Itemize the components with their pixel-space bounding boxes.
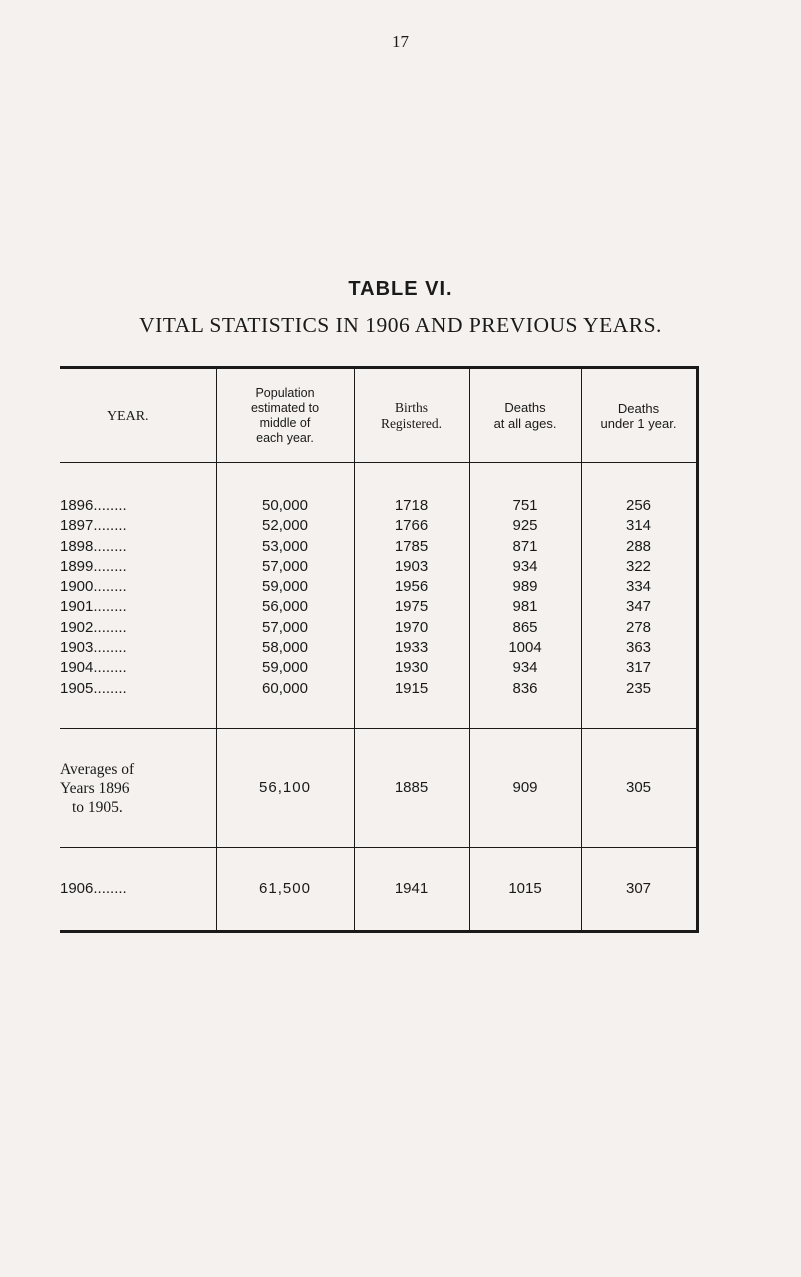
- population-cell: 50,000: [262, 497, 308, 514]
- deaths-all-cell: 981: [512, 598, 538, 616]
- population-cell: 52,000: [262, 517, 308, 535]
- deaths-infant-cell: 363: [625, 639, 652, 657]
- averages-births: 1885: [354, 729, 469, 848]
- population-cell: 57,000: [262, 618, 308, 636]
- header-row: [60, 368, 697, 463]
- header-deaths-infant-line: Deaths: [617, 400, 660, 416]
- header-year-label: YEAR.: [106, 408, 149, 424]
- births-cell: 1933: [394, 639, 429, 657]
- births-cell: 1930: [394, 659, 429, 677]
- births-cell: 1903: [394, 557, 429, 575]
- year-cell: 1899........: [60, 557, 127, 575]
- year-cell: 1903........: [60, 639, 127, 657]
- header-deaths-infant: [581, 368, 697, 463]
- births-cell: 1975: [394, 598, 429, 616]
- vital-statistics-table: [60, 366, 699, 933]
- births-cell: 1970: [394, 618, 429, 636]
- year-cell: 1904........: [60, 659, 127, 677]
- year-column: [60, 463, 216, 729]
- deaths-all-cell: 751: [512, 497, 538, 514]
- header-births-line: Registered.: [380, 415, 443, 431]
- deaths-infant-cell: 278: [625, 618, 652, 636]
- yearly-rows: [60, 463, 697, 729]
- deaths-infant-cell: 256: [625, 497, 652, 514]
- births-cell: 1915: [394, 679, 429, 697]
- header-deaths-all-line: Deaths: [504, 399, 546, 415]
- deaths-infant-cell: 322: [625, 557, 652, 575]
- deaths-infant-cell: 288: [625, 537, 652, 555]
- deaths-all-cell: 836: [512, 679, 538, 697]
- year-cell: 1896........: [60, 497, 127, 514]
- population-cell: 56,000: [262, 598, 308, 616]
- deaths-all-cell: 989: [512, 578, 538, 596]
- deaths-infant-cell: 347: [625, 598, 652, 616]
- population-cell: 59,000: [262, 659, 308, 677]
- deaths-all-cell: 925: [512, 517, 538, 535]
- header-year: [60, 368, 216, 463]
- deaths-infant-column: [581, 463, 697, 729]
- deaths-all-cell: 1004: [508, 639, 542, 657]
- table-heading: TABLE VI.: [348, 278, 453, 300]
- current-year: 1906........: [60, 848, 216, 932]
- averages-deaths-all: 909: [469, 729, 581, 848]
- header-births: [354, 368, 469, 463]
- year-cell: 1901........: [60, 598, 127, 616]
- population-cell: 53,000: [262, 537, 308, 555]
- current-births: 1941: [354, 848, 469, 932]
- current-deaths-infant: 307: [581, 848, 697, 932]
- births-cell: 1766: [394, 517, 429, 535]
- averages-row: [60, 729, 697, 848]
- deaths-all-cell: 871: [512, 537, 538, 555]
- deaths-infant-cell: 317: [625, 659, 652, 677]
- year-cell: 1898........: [60, 537, 127, 555]
- header-population-line: estimated to: [250, 400, 320, 415]
- births-column: [354, 463, 469, 729]
- current-population: 61,500: [216, 848, 354, 932]
- population-cell: 59,000: [262, 578, 308, 596]
- header-population-line: middle of: [259, 415, 311, 430]
- averages-label-line: Averages of: [60, 760, 135, 778]
- deaths-infant-cell: 314: [625, 517, 652, 535]
- population-cell: 57,000: [262, 557, 308, 575]
- header-population: [216, 368, 354, 463]
- deaths-infant-cell: 334: [625, 578, 652, 596]
- averages-population: 56,100: [216, 729, 354, 848]
- year-cell: 1902........: [60, 618, 127, 636]
- deaths-all-cell: 865: [512, 618, 538, 636]
- population-cell: 58,000: [262, 639, 308, 657]
- deaths-all-column: [469, 463, 581, 729]
- header-population-line: Population: [255, 385, 315, 400]
- deaths-infant-cell: 235: [625, 679, 652, 697]
- year-cell: 1905........: [60, 679, 127, 697]
- averages-label-line: to 1905.: [72, 798, 123, 816]
- averages-label-line: Years 1896: [60, 779, 130, 797]
- current-deaths-all: 1015: [469, 848, 581, 932]
- births-cell: 1956: [394, 578, 429, 596]
- table-subtitle: VITAL STATISTICS IN 1906 AND PREVIOUS YEARS.: [139, 313, 662, 337]
- deaths-all-cell: 934: [512, 659, 538, 677]
- header-population-line: each year.: [256, 430, 314, 445]
- population-column: [216, 463, 354, 729]
- header-births-line: Births: [394, 399, 428, 415]
- population-cell: 60,000: [262, 679, 308, 697]
- header-deaths-all: [469, 368, 581, 463]
- averages-label: [60, 729, 216, 848]
- births-cell: 1718: [394, 497, 429, 514]
- deaths-all-cell: 934: [512, 557, 538, 575]
- averages-deaths-infant: 305: [581, 729, 697, 848]
- header-deaths-all-line: at all ages.: [493, 415, 557, 431]
- header-deaths-infant-line: under 1 year.: [600, 415, 677, 431]
- births-cell: 1785: [394, 537, 429, 555]
- page-number: 17: [392, 32, 409, 51]
- year-cell: 1897........: [60, 517, 127, 535]
- year-cell: 1900........: [60, 578, 127, 596]
- current-year-row: [60, 848, 697, 932]
